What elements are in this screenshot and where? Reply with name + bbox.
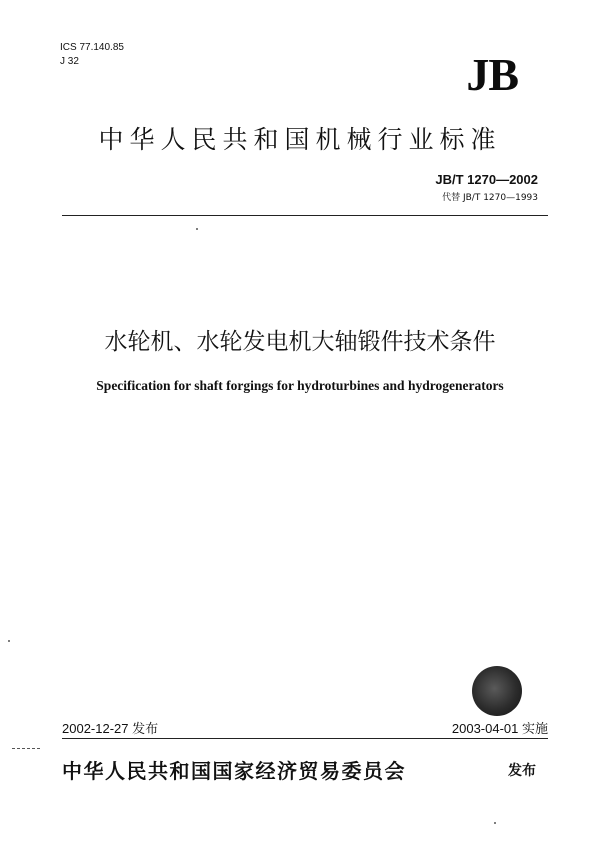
document-title-english: Specification for shaft forgings for hydroturbines and hydrogenerators [96, 378, 504, 393]
top-rule [62, 215, 548, 216]
jb-logo: JB [466, 49, 518, 100]
margin-dash-mark [12, 748, 40, 749]
document-title-chinese: 水轮机、水轮发电机大轴锻件技术条件 [104, 329, 496, 355]
implementation-date: 2003-04-01 实施 [451, 721, 548, 736]
standard-number: JB/T 1270—2002 [435, 172, 538, 187]
scan-speck [494, 822, 496, 824]
ics-code: ICS 77.140.85 [60, 42, 124, 53]
replaces-standard: 代替 JB/T 1270—1993 [442, 193, 538, 203]
official-seal [472, 666, 522, 716]
issue-date: 2002-12-27 发布 [62, 721, 159, 736]
ccs-code: J 32 [60, 56, 79, 67]
scan-speck [196, 228, 198, 230]
organization-title: 中华人民共和国机械行业标准 [98, 125, 502, 154]
bottom-rule [62, 738, 548, 739]
issuer-name: 中华人民共和国国家经济贸易委员会 [62, 759, 406, 783]
issuer-suffix: 发布 [508, 763, 536, 779]
scan-speck [8, 640, 10, 642]
